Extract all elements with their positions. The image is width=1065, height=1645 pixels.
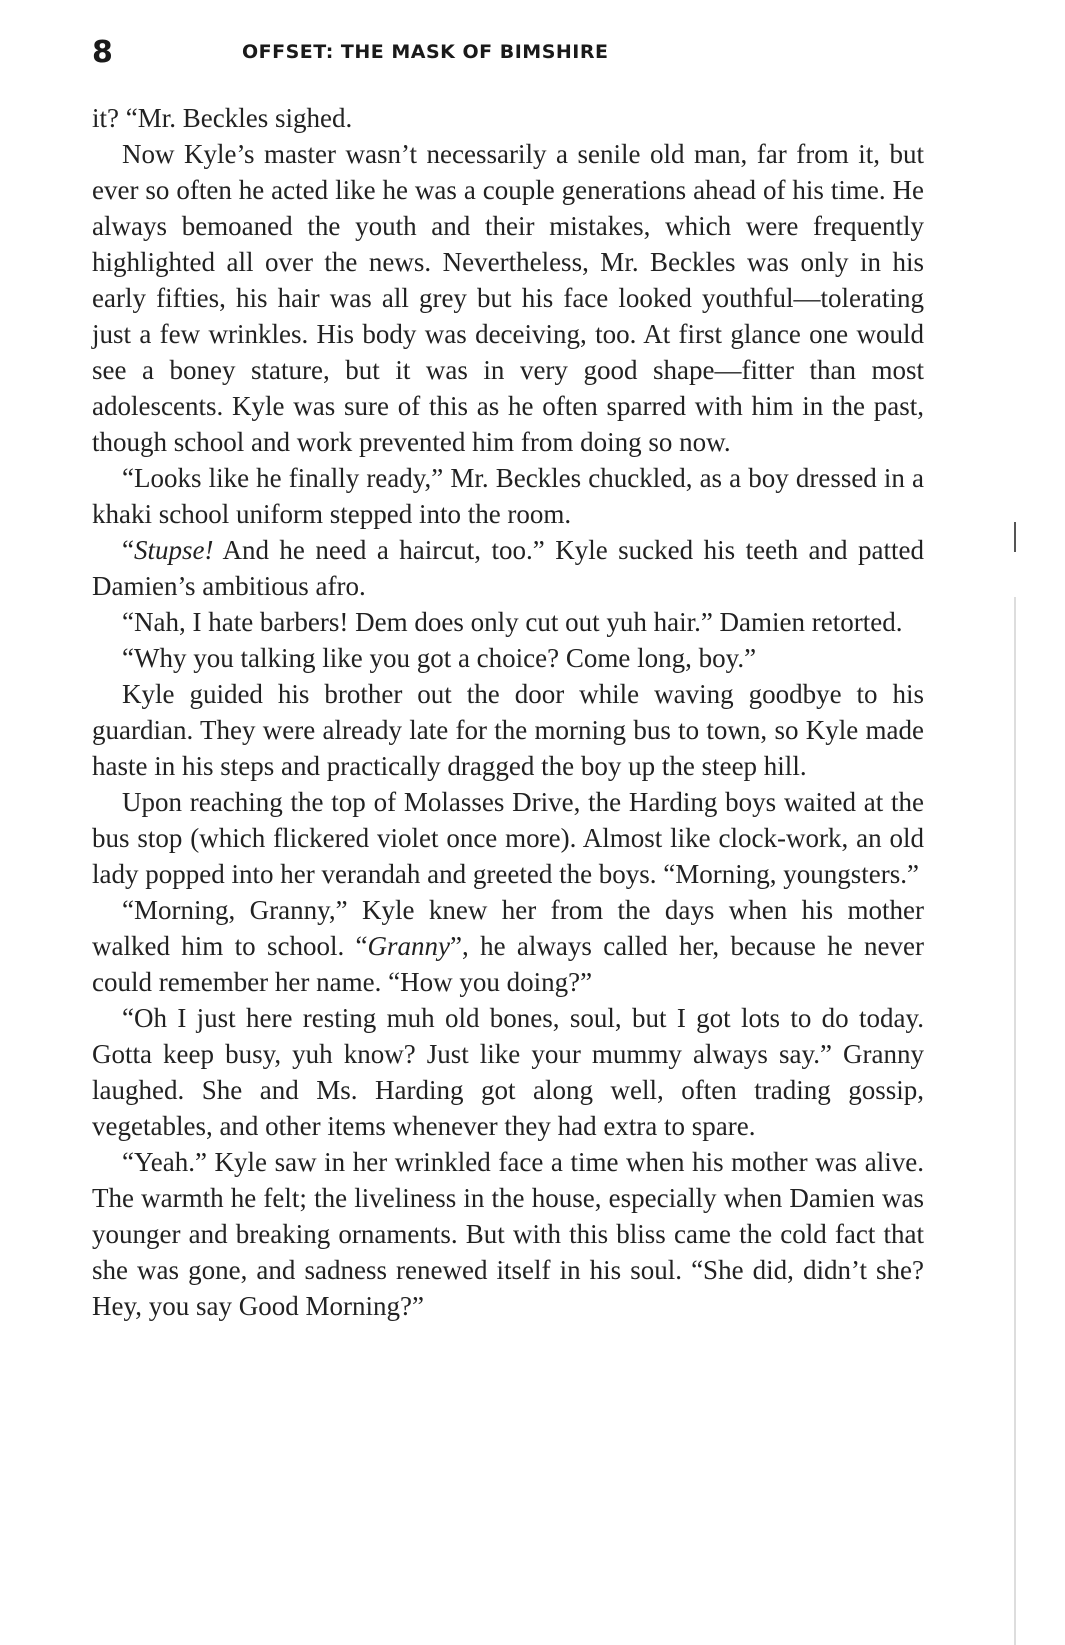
book-title: OFFSET: THE MASK OF BIMSHIRE bbox=[242, 41, 609, 63]
paragraph-6: “Why you talking like you got a choice? Come long, boy.” bbox=[122, 643, 757, 673]
page-edge-line bbox=[1014, 597, 1016, 1645]
paragraph-8: Upon reaching the top of Molasses Drive, the Harding boys waited at the bus stop (which flickered violet once more). Almost like clock-work, an old lady popped into her verandah and greeted the boys. “Morning, youngsters.” bbox=[92, 787, 924, 889]
paragraph-4 bbox=[92, 532, 924, 604]
paragraph-2: Now Kyle’s master wasn’t necessarily a senile old man, far from it, but ever so often he acted like he was a couple generations ahead of his time. He always bemoaned the youth and their mistakes, which were frequently highlighted all over the news. Nevertheless, Mr. Beckles was only in his early fifties, his hair was all grey but his face looked youthful—tolerating just a few wrinkles. His body was deceiving, too. At first glance one would see a boney stature, but it was in very good shape—fitter than most adolescents. Kyle was sure of this as he often sparred with him in the past, though school and work prevented him from doing so now. bbox=[92, 139, 924, 457]
paragraph-9 bbox=[92, 892, 924, 1000]
paragraph-5: “Nah, I hate barbers! Dem does only cut out yuh hair.” Damien retorted. bbox=[122, 607, 903, 637]
paragraph-7: Kyle guided his brother out the door while waving goodbye to his guardian. They were already late for the morning bus to town, so Kyle made haste in his steps and practically dragged the boy up the steep hill. bbox=[92, 679, 924, 781]
paragraph-1: it? “Mr. Beckles sighed. bbox=[92, 103, 353, 133]
paragraph-9-rest: ”, he always called her, because he never could remember her name. “How you doing?” bbox=[92, 931, 924, 997]
page-number: 8 bbox=[92, 34, 113, 70]
paragraph-4-rest: And he need a haircut, too.” Kyle sucked his teeth and patted Damien’s ambitious afro. bbox=[92, 535, 924, 601]
paragraph-3: “Looks like he finally ready,” Mr. Beckles chuckled, as a boy dressed in a khaki school uniform stepped into the room. bbox=[92, 463, 924, 529]
page-edge-mark bbox=[1014, 522, 1016, 552]
paragraph-9-start: “Morning, Granny,” Kyle knew her from the days when his mother walked him to school. “ bbox=[92, 895, 924, 961]
paragraph-9-italic: Granny bbox=[367, 931, 451, 961]
body-text bbox=[92, 100, 924, 1324]
running-head bbox=[92, 30, 972, 74]
paragraph-4-open-quote: “ bbox=[122, 535, 134, 565]
paragraph-11: “Yeah.” Kyle saw in her wrinkled face a time when his mother was alive. The warmth he felt; the liveliness in the house, especially when Damien was younger and breaking ornaments. But with this bliss came the cold fact that she was gone, and sadness renewed itself in his soul. “She did, didn’t she? Hey, you say Good Morning?” bbox=[92, 1147, 924, 1321]
paragraph-10: “Oh I just here resting muh old bones, soul, but I got lots to do today. Gotta keep busy, yuh know? Just like your mummy always say.” Granny laughed. She and Ms. Harding got along well, often trading gossip, vegetables, and other items whenever they had extra to spare. bbox=[92, 1003, 924, 1141]
paragraph-4-italic: Stupse! bbox=[133, 535, 214, 565]
